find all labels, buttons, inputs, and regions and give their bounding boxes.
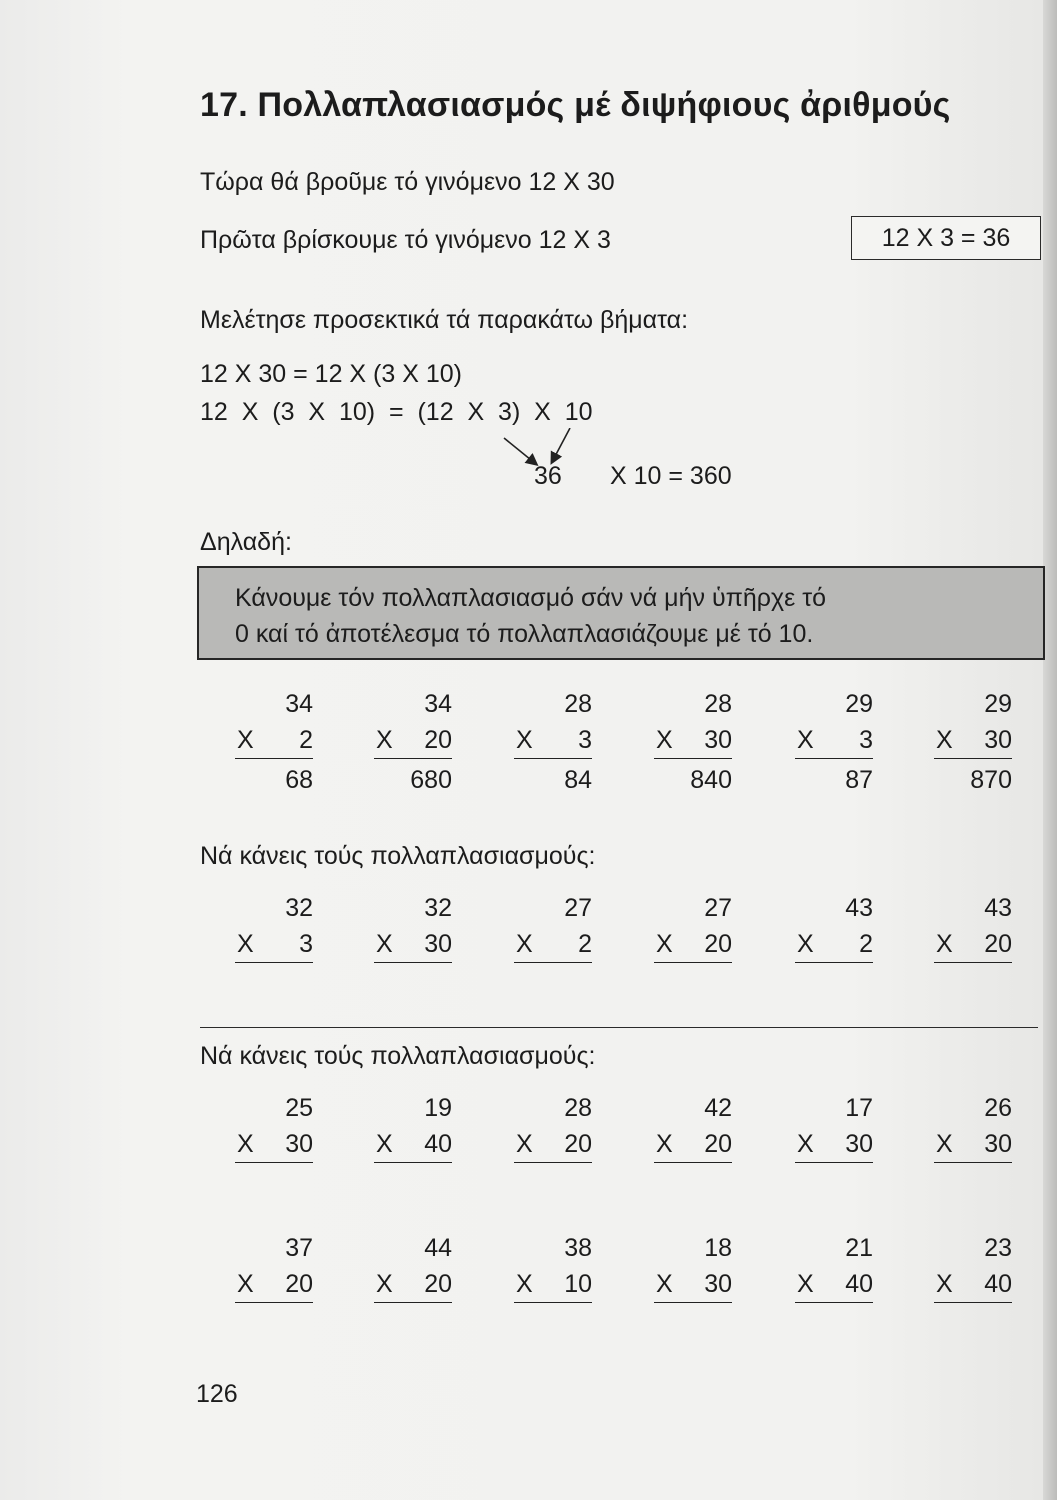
product: 840 [690,766,732,794]
step-2: 12 Χ (3 Χ 10) = (12 Χ 3) Χ 10 [200,398,593,426]
multiplier: 30 [704,726,732,754]
multiplier: 20 [704,930,732,958]
page-number: 126 [196,1380,238,1408]
multiplicand: 28 [564,690,592,718]
multiplier: 2 [299,726,313,754]
multiplier: 3 [578,726,592,754]
multiplicand: 34 [424,690,452,718]
multiplicand: 43 [845,894,873,922]
step-1: 12 Χ 30 = 12 Χ (3 Χ 10) [200,360,462,388]
times-sign: Χ [656,726,673,754]
multiplier: 20 [564,1130,592,1158]
multiplier: 20 [984,930,1012,958]
times-sign: Χ [797,1130,814,1158]
multiplicand: 21 [845,1234,873,1262]
multiplier: 30 [984,1130,1012,1158]
example-problem [654,686,732,799]
steps-heading: Μελέτησε προσεκτικά τά παρακάτω βήματα: [200,306,689,334]
multiplicand: 18 [704,1234,732,1262]
rule-box [197,566,1045,660]
multiplicand: 28 [564,1094,592,1122]
exercise-problem [374,1090,452,1163]
times-sign: Χ [936,726,953,754]
exercise-problem [514,1090,592,1163]
times-sign: Χ [237,726,254,754]
times-sign: Χ [797,726,814,754]
multiplicand: 17 [845,1094,873,1122]
exercise-problem [235,890,313,963]
times-sign: Χ [376,930,393,958]
multiplicand: 32 [424,894,452,922]
multiplicand: 27 [704,894,732,922]
times-sign: Χ [376,726,393,754]
multiplicand: 19 [424,1094,452,1122]
product: 870 [970,766,1012,794]
rule-line-1: Κάνουμε τόν πολλαπλασιασμό σάν νά μήν ὑπῆρχε τό [235,584,826,612]
multiplicand: 26 [984,1094,1012,1122]
rule-line-2: 0 καί τό ἀποτέλεσμα τό πολλαπλασιάζουμε μέ τό 10. [235,620,814,648]
multiplier: 40 [984,1270,1012,1298]
times-sign: Χ [936,930,953,958]
product: 84 [564,766,592,794]
intro-line-1: Τώρα θά βροῦμε τό γινόμενο 12 Χ 30 [200,168,615,196]
multiplier: 30 [285,1130,313,1158]
times-sign: Χ [797,930,814,958]
step-3-product: 36 [534,462,562,490]
boxed-fact: 12 Χ 3 = 36 [851,216,1041,260]
book-spine-shadow [1043,0,1057,1500]
example-problem [795,686,873,799]
times-sign: Χ [656,1130,673,1158]
times-sign: Χ [376,1270,393,1298]
multiplier: 2 [859,930,873,958]
multiplicand: 28 [704,690,732,718]
times-sign: Χ [936,1270,953,1298]
exercise-problem [374,890,452,963]
product: 68 [285,766,313,794]
multiplier: 3 [859,726,873,754]
multiplicand: 42 [704,1094,732,1122]
multiplicand: 27 [564,894,592,922]
multiplier: 10 [564,1270,592,1298]
times-sign: Χ [656,930,673,958]
multiplicand: 23 [984,1234,1012,1262]
times-sign: Χ [516,930,533,958]
section-divider [200,1027,1038,1028]
multiplier: 30 [424,930,452,958]
times-sign: Χ [376,1130,393,1158]
example-problem [235,686,313,799]
multiplier: 30 [845,1130,873,1158]
arrow-right [552,428,570,462]
multiplier: 20 [424,1270,452,1298]
lesson-title: 17. Πολλαπλασιασμός μέ διψήφιους ἀριθμούς [200,86,951,124]
exercise-problem [654,890,732,963]
exercise-problem [514,890,592,963]
intro-line-2: Πρῶτα βρίσκουμε τό γινόμενο 12 Χ 3 [200,226,611,254]
multiplier: 2 [578,930,592,958]
multiplicand: 29 [845,690,873,718]
exercise-problem [934,1230,1012,1303]
multiplier: 30 [704,1270,732,1298]
exercise-problem [934,890,1012,963]
multiplier: 30 [984,726,1012,754]
times-sign: Χ [237,930,254,958]
product: 87 [845,766,873,794]
times-sign: Χ [237,1270,254,1298]
exercise-problem [795,1230,873,1303]
multiplicand: 43 [984,894,1012,922]
exercise-problem [374,1230,452,1303]
exercise-problem [235,1230,313,1303]
multiplicand: 32 [285,894,313,922]
times-sign: Χ [656,1270,673,1298]
multiplier: 20 [285,1270,313,1298]
exercise-problem [654,1090,732,1163]
multiplier: 20 [704,1130,732,1158]
times-sign: Χ [516,1270,533,1298]
multiplier: 20 [424,726,452,754]
step-3-result: Χ 10 = 360 [610,462,732,490]
multiplicand: 25 [285,1094,313,1122]
multiplicand: 34 [285,690,313,718]
multiplier: 40 [424,1130,452,1158]
exercise-problem [235,1090,313,1163]
multiplicand: 37 [285,1234,313,1262]
exercise-problem [795,1090,873,1163]
example-problem [374,686,452,799]
multiplicand: 44 [424,1234,452,1262]
multiplier: 40 [845,1270,873,1298]
product: 680 [410,766,452,794]
example-problem [934,686,1012,799]
times-sign: Χ [237,1130,254,1158]
exercise-problem [934,1090,1012,1163]
arrow-left [504,438,536,464]
example-problem [514,686,592,799]
multiplicand: 38 [564,1234,592,1262]
exercise-problem [514,1230,592,1303]
exercise-1-heading: Νά κάνεις τούς πολλαπλασιασμούς: [200,842,596,870]
exercise-problem [795,890,873,963]
multiplier: 3 [299,930,313,958]
times-sign: Χ [516,726,533,754]
that-is-label: Δηλαδή: [200,528,292,556]
multiplicand: 29 [984,690,1012,718]
times-sign: Χ [936,1130,953,1158]
exercise-problem [654,1230,732,1303]
times-sign: Χ [797,1270,814,1298]
exercise-2-heading: Νά κάνεις τούς πολλαπλασιασμούς: [200,1042,596,1070]
times-sign: Χ [516,1130,533,1158]
